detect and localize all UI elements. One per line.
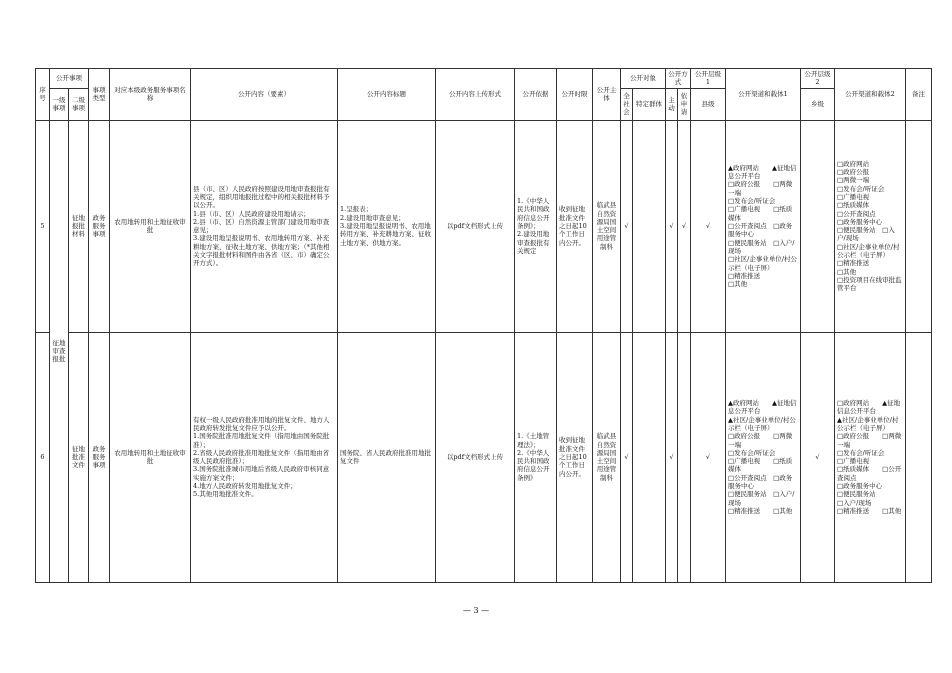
row-channel1: ▲政府网站 ▲征地信息公开平台 □政府公报 □两微一端 □发布会/听证会 □广播电视 □纸质媒体 □公开查阅点 □政务服务中心 □便民服务站 □入户/现场 □社区/企事业单位/村公示栏（电子屏） □精准推送 □其他 <box>726 120 801 332</box>
header-content-title: 公开内容标题 <box>338 69 436 121</box>
row-basis: 1.《土地管理法》； 2.《中华人民共和国政府信息公开条例》 <box>515 332 557 582</box>
row-content-title: 国务院、省人民政府批准用地批复文件 <box>338 332 436 582</box>
row-channel1: ▲政府网站 ▲征地信息公开平台 ▲社区/企事业单位/村公示栏（电子屏） □政府公报 □两微一端 □发布会/听证会 □广播电视 □纸质媒体 □公开查阅点 □政务服务中心 □便民服务站 □入户/现场 □精准推送 □其他 <box>726 332 801 582</box>
row-seq: 6 <box>36 332 50 582</box>
header-tier2-town: 乡级 <box>801 88 835 120</box>
header-level2: 二级事项 <box>69 88 89 120</box>
row-level2: 征地报批材料 <box>69 120 89 332</box>
header-method-request: 依申请 <box>678 88 691 120</box>
header-time-limit: 公开时限 <box>557 69 593 121</box>
header-tier2-group: 公开层级2 <box>801 69 835 89</box>
table-row <box>36 332 932 582</box>
row-upload-form: 以pdf文档形式上传 <box>436 120 515 332</box>
header-method-group: 公开方式 <box>666 69 691 89</box>
row-subject: 临武县自然资源局国土空间用途管制科 <box>593 332 621 582</box>
row-content: 有权一级人民政府批准用地的批复文件、地方人民政府转发批复文件应予以公开。 1.国务院批准用地批复文件（指用地由国务院批准）； 2.省级人民政府批准用地批复文件（指用地由省级人民政府批准）； 3.国务院批准城市用地后省级人民政府审核同意实施方案文件； 4.地方人民政府转发用地批复文件； 5.其他用地批准文件。 <box>191 332 338 582</box>
row-content: 县（市、区）人民政府按照建设用地审查报批有关规定，组织用地报批过程中的相关报批材料予以公开。 1.县（市、区）人民政府建设用地请示； 2.县（市、区）自然资源主管部门建设用地审查意见； 3.建设用地呈报说明书、农用地转用方案、补充耕地方案、征收土地方案、供地方案；（*其他相关文字报批材料和图件由各省（区、市）确定公开方式）。 <box>191 120 338 332</box>
row-item-type: 政务服务事项 <box>89 332 110 582</box>
header-remarks: 备注 <box>906 69 932 121</box>
header-target-all: 全社会 <box>621 88 633 120</box>
row-seq: 5 <box>36 120 50 332</box>
row-basis: 1.《中华人民共和国政府信息公开条例》； 2.建设用地审查报批有关规定 <box>515 120 557 332</box>
row-channel2: □政府网站 □政府公报 □两微一端 □发布会/听证会 □广播电视 □纸质媒体 □公开查阅点 □政务服务中心 □便民服务站 □入户/现场 □社区/企事业单位/村公示栏（电子屏） □精准推送 □其他 □投资项目在线审批监管平台 <box>835 120 906 332</box>
header-basis: 公开依据 <box>515 69 557 121</box>
page-number: — 3 — <box>462 606 490 615</box>
header-tier1-group: 公开层级1 <box>691 69 726 89</box>
row-target-all: √ <box>621 120 633 332</box>
header-item-type: 事项类型 <box>89 69 110 121</box>
row-level1: 征地审查报批 <box>50 120 69 582</box>
header-service-name: 对应本级政务服务事项名称 <box>110 69 191 121</box>
header-content: 公开内容（要素） <box>191 69 338 121</box>
row-target-specific <box>633 332 666 582</box>
row-tier1-county: √ <box>691 120 726 332</box>
row-tier2-town: √ <box>801 332 835 582</box>
table-row <box>36 120 932 332</box>
row-subject: 临武县自然资源局国土空间用途管制科 <box>593 120 621 332</box>
row-level2: 征地批准文件 <box>69 332 89 582</box>
row-remarks <box>906 332 932 582</box>
header-upload-form: 公开内容上传形式 <box>436 69 515 121</box>
row-tier1-county: √ <box>691 332 726 582</box>
header-target-specific: 特定群体 <box>633 88 666 120</box>
header-channel1: 公开渠道和载体1 <box>726 69 801 121</box>
header-channel2: 公开渠道和载体2 <box>835 69 906 121</box>
disclosure-table <box>35 68 932 583</box>
row-tier2-town <box>801 120 835 332</box>
row-method-active: √ <box>666 120 678 332</box>
row-item-type: 政务服务事项 <box>89 120 110 332</box>
header-subject: 公开主体 <box>593 69 621 121</box>
row-target-specific <box>633 120 666 332</box>
header-target-group: 公开对象 <box>621 69 666 89</box>
row-service-name: 农用地转用和土地征收审批 <box>110 120 191 332</box>
row-method-request <box>678 332 691 582</box>
header-level1: 一级事项 <box>50 88 69 120</box>
row-time-limit: 收到征地批准文件之日起10个工作日内公开。 <box>557 120 593 332</box>
header-tier1-county: 县级 <box>691 88 726 120</box>
row-content-title: 1.呈报表； 2.建设用地审查意见； 3.建设用地呈报说明书、农用地转用方案、补充耕地方案、征收土地方案、供地方案。 <box>338 120 436 332</box>
row-method-request: √ <box>678 120 691 332</box>
row-remarks <box>906 120 932 332</box>
row-upload-form: 以pdf文档形式上传 <box>436 332 515 582</box>
row-method-active: √ <box>666 332 678 582</box>
header-seq: 序号 <box>36 69 50 121</box>
row-target-all: √ <box>621 332 633 582</box>
header-method-active: 主动 <box>666 88 678 120</box>
row-time-limit: 收到征地批准文件之日起10个工作日内公开。 <box>557 332 593 582</box>
row-channel2: □政府网站 ▲征地信息公开平台 ▲社区/企事业单位/村公示栏（电子屏） □政府公报 □两微一端 □发布会/听证会 □广播电视 □纸质媒体 □公开查阅点 □政务服务中心 □便民服务站 □入户/现场 □精准推送 □其他 <box>835 332 906 582</box>
row-service-name: 农用地转用和土地征收审批 <box>110 332 191 582</box>
header-items-group: 公开事项 <box>50 69 89 89</box>
